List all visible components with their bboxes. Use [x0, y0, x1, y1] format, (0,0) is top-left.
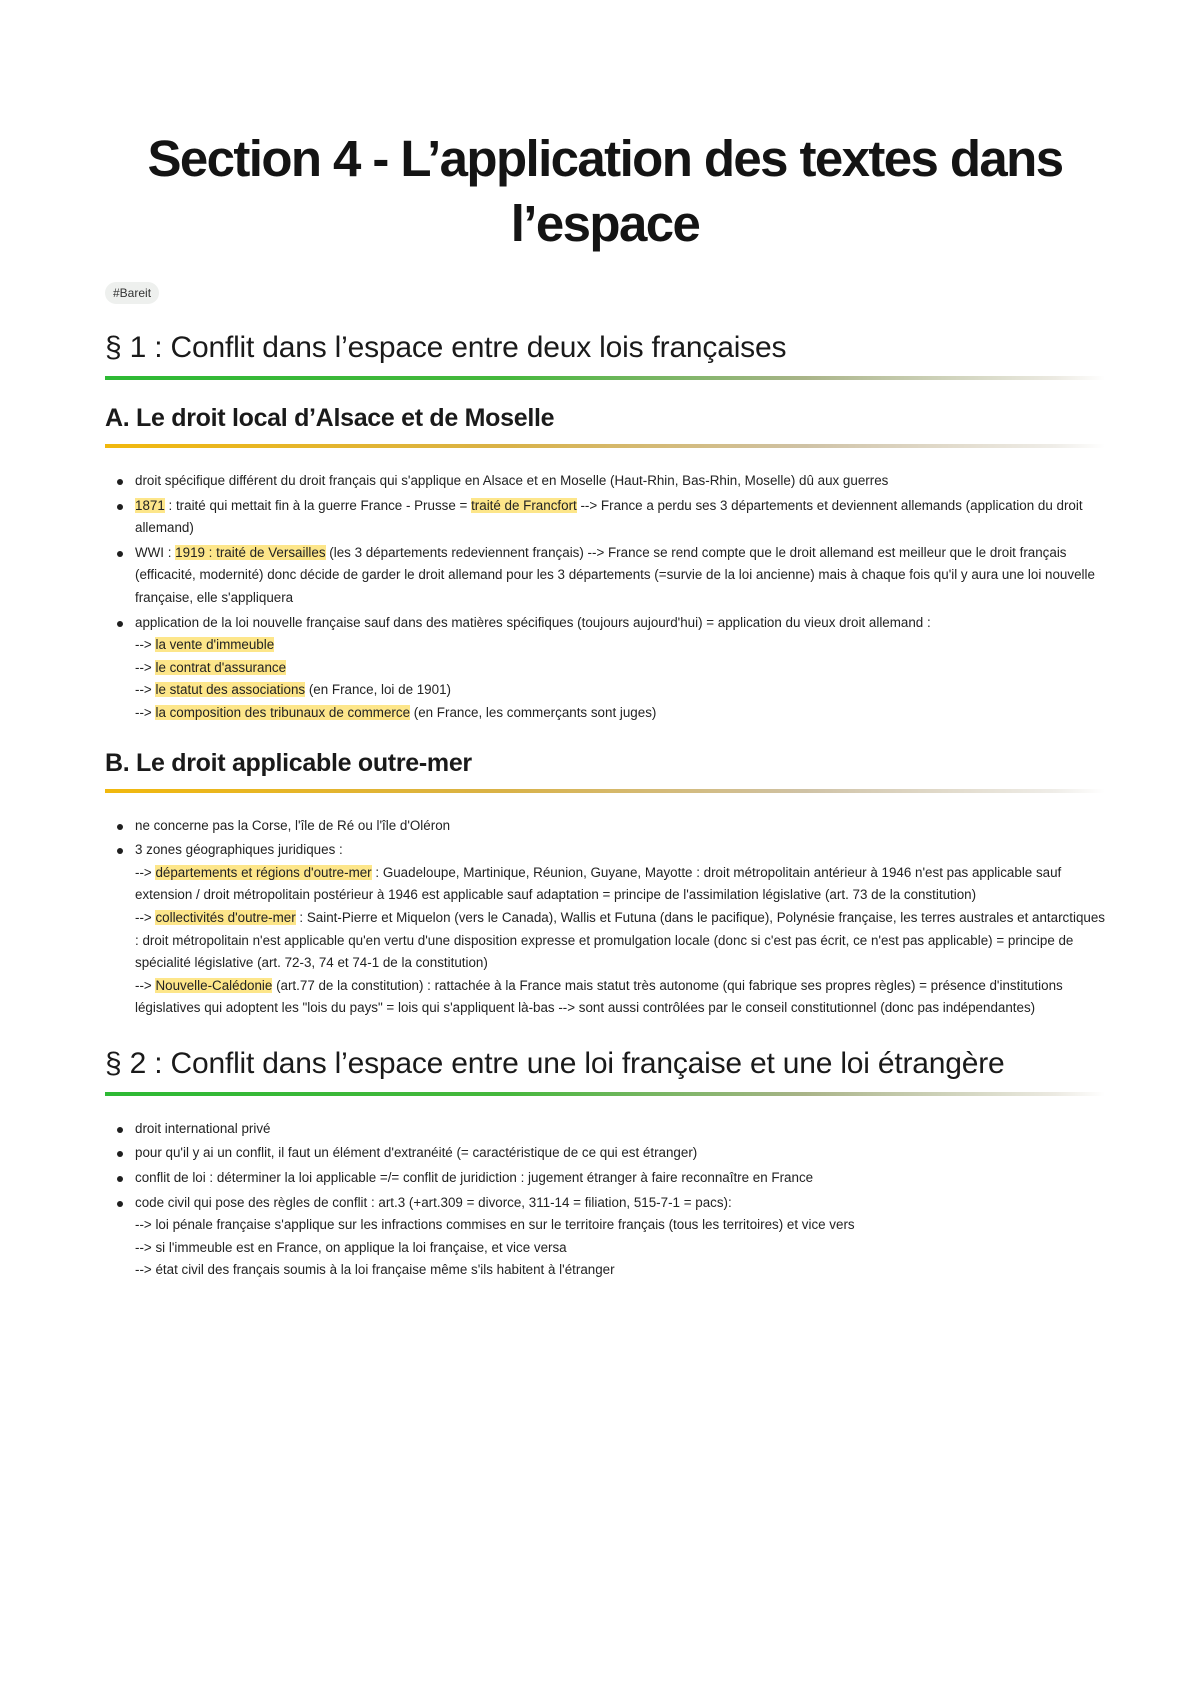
list-item-text: (art.77 de la constitution) : rattachée à la France mais statut très autonome (qui fabrique ses propres règles) = présence d'institutions législatives qui adoptent les "lois du pays" = lois qui s'appliquent là-bas --> sont aussi contrôlées par le conseil constitutionnel (donc pas indépendantes) — [135, 977, 1063, 1016]
highlight: 1871 — [135, 497, 165, 513]
list-item-text: droit international privé — [135, 1120, 271, 1136]
list-item-text: droit spécifique différent du droit français qui s'applique en Alsace et en Moselle (Haut-Rhin, Bas-Rhin, Moselle) dû aux guerres — [135, 473, 889, 488]
list-item-text: --> France a perdu ses 3 départements et deviennent allemands (application du droit allemand) — [135, 497, 1083, 536]
list-item-text: ne concerne pas la Corse, l'île de Ré ou l'île d'Oléron — [135, 817, 451, 833]
sub-line — [135, 862, 1105, 907]
list-item — [135, 612, 1105, 725]
highlight: la vente d'immeuble — [155, 637, 275, 653]
list-item-text: (les 3 départements redeviennent français) --> France se rend compte que le droit allemand est meilleur que le droit français (efficacité, modernité) donc décide de garder le droit allemand pour les 3 départements (=survie de la loi ancienne) mais à chaque fois qu'il y aura une loi nouvelle française, elle s'appliquera — [135, 544, 1095, 605]
sub-line: --> si l'immeuble est en France, on applique la loi française, et vice versa — [135, 1239, 567, 1255]
list-item-text: : Saint-Pierre et Miquelon (vers le Canada), Wallis et Futuna (dans le pacifique), Polynésie française, les terres australes et antarctiques : droit métropolitain n'est applicable qu'en vertu d'une disposition expresse et promulgation locale (donc si c'est pas écrit, ce n'est pas applicable) = principe de spécialité législative (art. 72-3, 74 et 74-1 de la constitution) — [135, 909, 1105, 971]
arrow-text: --> — [135, 682, 156, 698]
list-item-text: (en France, loi de 1901) — [305, 682, 451, 698]
section-1-divider — [105, 376, 1105, 380]
list-item-text: code civil qui pose des règles de conflit : art.3 (+art.309 = divorce, 311-14 = filiation, 515-7-1 = pacs): — [135, 1194, 732, 1210]
list-item — [135, 815, 1105, 838]
list-item — [135, 1192, 1105, 1282]
highlight: collectivités d'outre-mer — [155, 909, 296, 925]
list-item — [135, 1142, 1105, 1165]
subsection-b-divider — [105, 789, 1105, 793]
arrow-text: --> — [135, 977, 156, 993]
sub-line — [135, 907, 1105, 975]
list-item-text: conflit de loi : déterminer la loi applicable =/= conflit de juridiction : jugement étranger à faire reconnaître en France — [135, 1170, 814, 1186]
arrow-text: --> — [135, 909, 156, 925]
sub-line: --> loi pénale française s'applique sur les infractions commises en sur le territoire français (tous les territoires) et vice vers — [135, 1217, 855, 1233]
subsection-a-list — [105, 470, 1105, 725]
list-item — [135, 495, 1105, 540]
tag-badge[interactable]: #Bareit — [105, 282, 159, 304]
list-item-text: : Guadeloupe, Martinique, Réunion, Guyane, Mayotte : droit métropolitain antérieur à 1946 n'est pas applicable sauf extension / droit métropolitain postérieur à 1946 est applicable sauf adaptation = principe de l'assimilation législative (art. 73 de la constitution) — [135, 864, 1062, 903]
sub-line: --> état civil des français soumis à la loi française même s'ils habitent à l'étranger — [135, 1262, 615, 1278]
list-item-text: pour qu'il y ai un conflit, il faut un élément d'extranéité (= caractéristique de ce qui est étranger) — [135, 1145, 698, 1161]
sub-line — [135, 702, 1105, 725]
arrow-text: --> — [135, 864, 156, 880]
list-item — [135, 839, 1105, 1020]
arrow-text: --> — [135, 704, 156, 720]
list-item — [135, 470, 1105, 493]
section-2-heading: § 2 : Conflit dans l’espace entre une loi française et une loi étrangère — [105, 1046, 1005, 1080]
list-item — [135, 542, 1105, 610]
subsection-a-divider — [105, 444, 1105, 448]
list-item-text: WWI : — [135, 544, 176, 560]
list-item — [135, 1118, 1105, 1141]
highlight: départements et régions d'outre-mer — [155, 864, 372, 880]
highlight: la composition des tribunaux de commerce — [155, 704, 411, 720]
highlight: Nouvelle-Calédonie — [155, 977, 273, 993]
highlight: 1919 : traité de Versailles — [175, 544, 326, 560]
list-item — [135, 1167, 1105, 1190]
sub-line — [135, 657, 1105, 680]
section-2-list — [105, 1118, 1105, 1282]
arrow-text: --> — [135, 637, 156, 653]
sub-line — [135, 975, 1105, 1020]
highlight: le statut des associations — [155, 682, 306, 698]
highlight: traité de Francfort — [471, 497, 577, 513]
list-item-text: application de la loi nouvelle française sauf dans des matières spécifiques (toujours aujourd'hui) = application du vieux droit allemand : — [135, 614, 931, 630]
subsection-b-list — [105, 815, 1105, 1020]
section-2-divider — [105, 1092, 1105, 1096]
section-1-heading: § 1 : Conflit dans l’espace entre deux lois françaises — [105, 331, 787, 364]
list-item-text: : traité qui mettait fin à la guerre France - Prusse = — [164, 497, 472, 513]
sub-line — [135, 679, 1105, 702]
page-title: Section 4 - L’application des textes dans l’espace — [147, 130, 1063, 252]
list-item-text: 3 zones géographiques juridiques : — [135, 842, 343, 858]
list-item-text: (en France, les commerçants sont juges) — [410, 704, 657, 720]
arrow-text: --> — [135, 659, 156, 675]
sub-line — [135, 634, 1105, 657]
highlight: le contrat d'assurance — [155, 659, 287, 675]
subsection-a-heading: A. Le droit local d’Alsace et de Moselle — [105, 404, 555, 432]
subsection-b-heading: B. Le droit applicable outre-mer — [105, 748, 472, 777]
